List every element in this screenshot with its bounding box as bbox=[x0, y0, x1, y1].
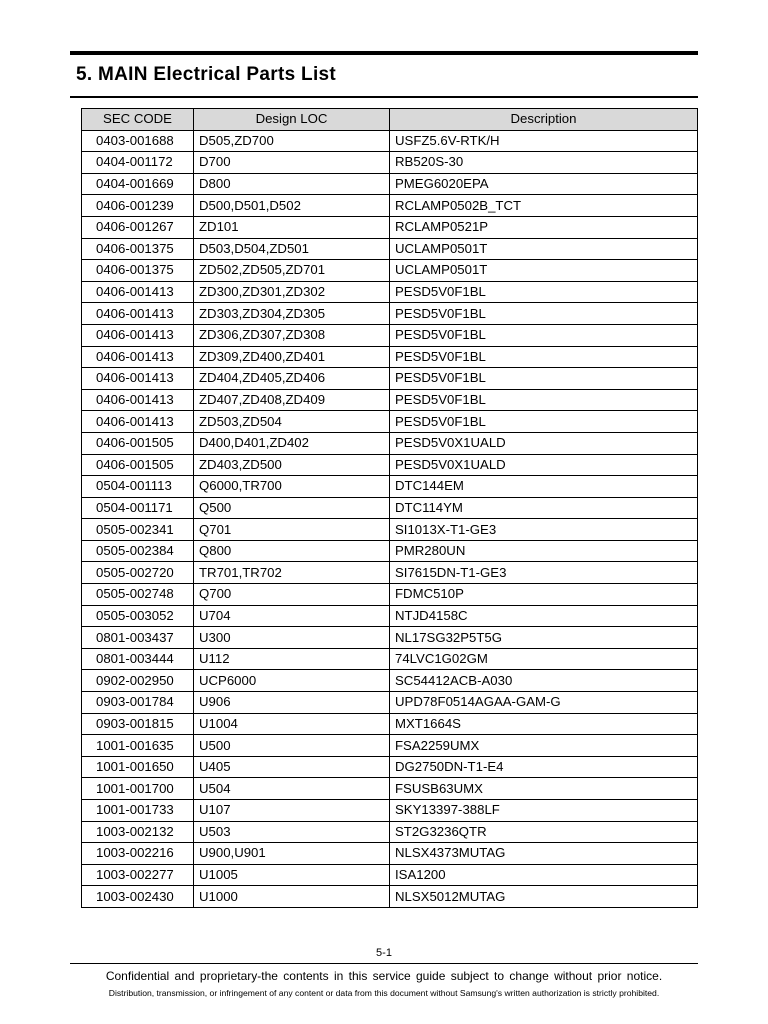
sec-code-cell: 1001-001635 bbox=[82, 735, 194, 757]
table-row bbox=[82, 411, 698, 433]
table-row bbox=[82, 519, 698, 541]
design-loc-cell: D500,D501,D502 bbox=[194, 195, 390, 217]
table-row bbox=[82, 648, 698, 670]
sec-code-cell: 0801-003444 bbox=[82, 648, 194, 670]
description-cell: UCLAMP0501T bbox=[390, 238, 698, 260]
sec-code-cell: 0505-002720 bbox=[82, 562, 194, 584]
design-loc-cell: ZD303,ZD304,ZD305 bbox=[194, 303, 390, 325]
design-loc-cell: U300 bbox=[194, 627, 390, 649]
description-cell: NLSX4373MUTAG bbox=[390, 843, 698, 865]
description-cell: SC54412ACB-A030 bbox=[390, 670, 698, 692]
design-loc-cell: ZD306,ZD307,ZD308 bbox=[194, 324, 390, 346]
table-row bbox=[82, 864, 698, 886]
sec-code-cell: 0406-001375 bbox=[82, 238, 194, 260]
sec-code-cell: 1003-002216 bbox=[82, 843, 194, 865]
sec-code-cell: 1003-002430 bbox=[82, 886, 194, 908]
sec-code-cell: 0406-001505 bbox=[82, 454, 194, 476]
description-cell: PESD5V0X1UALD bbox=[390, 454, 698, 476]
description-cell: RB520S-30 bbox=[390, 152, 698, 174]
description-cell: RCLAMP0502B_TCT bbox=[390, 195, 698, 217]
sec-code-cell: 0903-001815 bbox=[82, 713, 194, 735]
description-cell: PESD5V0F1BL bbox=[390, 368, 698, 390]
table-row bbox=[82, 756, 698, 778]
description-cell: DTC114YM bbox=[390, 497, 698, 519]
table-row bbox=[82, 324, 698, 346]
footer-legal: Distribution, transmission, or infringement of any content or data from this document without Samsung's written authorization is strictly prohibited. bbox=[108, 988, 660, 998]
design-loc-cell: D700 bbox=[194, 152, 390, 174]
table-row bbox=[82, 152, 698, 174]
table-row bbox=[82, 281, 698, 303]
sec-code-cell: 0406-001267 bbox=[82, 216, 194, 238]
description-cell: PESD5V0F1BL bbox=[390, 303, 698, 325]
sec-code-cell: 0406-001375 bbox=[82, 260, 194, 282]
sec-code-cell: 0406-001413 bbox=[82, 324, 194, 346]
sec-code-cell: 0505-002341 bbox=[82, 519, 194, 541]
design-loc-cell: Q701 bbox=[194, 519, 390, 541]
table-row bbox=[82, 238, 698, 260]
design-loc-cell: U906 bbox=[194, 692, 390, 714]
sec-code-cell: 0903-001784 bbox=[82, 692, 194, 714]
sec-code-cell: 0406-001413 bbox=[82, 368, 194, 390]
title-rule bbox=[70, 96, 698, 98]
description-cell: PESD5V0F1BL bbox=[390, 389, 698, 411]
sec-code-cell: 0505-003052 bbox=[82, 605, 194, 627]
design-loc-cell: Q800 bbox=[194, 540, 390, 562]
description-cell: PESD5V0F1BL bbox=[390, 281, 698, 303]
description-cell: RCLAMP0521P bbox=[390, 216, 698, 238]
description-cell: FSA2259UMX bbox=[390, 735, 698, 757]
design-loc-cell: UCP6000 bbox=[194, 670, 390, 692]
table-row bbox=[82, 821, 698, 843]
description-cell: USFZ5.6V-RTK/H bbox=[390, 130, 698, 152]
description-cell: UPD78F0514AGAA-GAM-G bbox=[390, 692, 698, 714]
page-number: 5-1 bbox=[376, 947, 392, 959]
description-cell: DTC144EM bbox=[390, 476, 698, 498]
table-row bbox=[82, 303, 698, 325]
design-loc-cell: U900,U901 bbox=[194, 843, 390, 865]
description-cell: SKY13397-388LF bbox=[390, 800, 698, 822]
table-row bbox=[82, 778, 698, 800]
table-row bbox=[82, 843, 698, 865]
sec-code-cell: 0406-001239 bbox=[82, 195, 194, 217]
sec-code-cell: 0406-001413 bbox=[82, 346, 194, 368]
table-row bbox=[82, 432, 698, 454]
sec-code-cell: 1001-001733 bbox=[82, 800, 194, 822]
description-cell: UCLAMP0501T bbox=[390, 260, 698, 282]
table-row bbox=[82, 605, 698, 627]
table-row bbox=[82, 627, 698, 649]
sec-code-cell: 1003-002277 bbox=[82, 864, 194, 886]
design-loc-cell: U1005 bbox=[194, 864, 390, 886]
column-header-design-loc: Design LOC bbox=[194, 109, 390, 131]
description-cell: SI1013X-T1-GE3 bbox=[390, 519, 698, 541]
parts-table-header bbox=[82, 109, 698, 131]
table-row bbox=[82, 368, 698, 390]
sec-code-cell: 1001-001650 bbox=[82, 756, 194, 778]
design-loc-cell: ZD403,ZD500 bbox=[194, 454, 390, 476]
description-cell: DG2750DN-T1-E4 bbox=[390, 756, 698, 778]
table-row bbox=[82, 584, 698, 606]
design-loc-cell: U704 bbox=[194, 605, 390, 627]
table-row bbox=[82, 562, 698, 584]
design-loc-cell: ZD404,ZD405,ZD406 bbox=[194, 368, 390, 390]
design-loc-cell: ZD300,ZD301,ZD302 bbox=[194, 281, 390, 303]
sec-code-cell: 0406-001413 bbox=[82, 389, 194, 411]
table-row bbox=[82, 713, 698, 735]
design-loc-cell: U504 bbox=[194, 778, 390, 800]
table-row bbox=[82, 497, 698, 519]
footer-rule bbox=[70, 963, 698, 964]
page-title: 5. MAIN Electrical Parts List bbox=[76, 64, 337, 85]
sec-code-cell: 0406-001413 bbox=[82, 303, 194, 325]
column-header-sec-code: SEC CODE bbox=[82, 109, 194, 131]
description-cell: SI7615DN-T1-GE3 bbox=[390, 562, 698, 584]
sec-code-cell: 1001-001700 bbox=[82, 778, 194, 800]
description-cell: MXT1664S bbox=[390, 713, 698, 735]
description-cell: 74LVC1G02GM bbox=[390, 648, 698, 670]
design-loc-cell: ZD101 bbox=[194, 216, 390, 238]
header-row bbox=[82, 109, 698, 131]
table-row bbox=[82, 476, 698, 498]
table-row bbox=[82, 454, 698, 476]
design-loc-cell: TR701,TR702 bbox=[194, 562, 390, 584]
design-loc-cell: U1000 bbox=[194, 886, 390, 908]
design-loc-cell: D400,D401,ZD402 bbox=[194, 432, 390, 454]
description-cell: PESD5V0F1BL bbox=[390, 346, 698, 368]
design-loc-cell: ZD309,ZD400,ZD401 bbox=[194, 346, 390, 368]
table-row bbox=[82, 130, 698, 152]
design-loc-cell: U405 bbox=[194, 756, 390, 778]
parts-table bbox=[81, 108, 698, 908]
description-cell: ISA1200 bbox=[390, 864, 698, 886]
table-row bbox=[82, 886, 698, 908]
sec-code-cell: 0404-001669 bbox=[82, 173, 194, 195]
sec-code-cell: 1003-002132 bbox=[82, 821, 194, 843]
sec-code-cell: 0406-001505 bbox=[82, 432, 194, 454]
description-cell: PESD5V0X1UALD bbox=[390, 432, 698, 454]
description-cell: NL17SG32P5T5G bbox=[390, 627, 698, 649]
design-loc-cell: D505,ZD700 bbox=[194, 130, 390, 152]
description-cell: FSUSB63UMX bbox=[390, 778, 698, 800]
design-loc-cell: ZD502,ZD505,ZD701 bbox=[194, 260, 390, 282]
design-loc-cell: Q500 bbox=[194, 497, 390, 519]
design-loc-cell: Q6000,TR700 bbox=[194, 476, 390, 498]
table-row bbox=[82, 670, 698, 692]
sec-code-cell: 0403-001688 bbox=[82, 130, 194, 152]
design-loc-cell: Q700 bbox=[194, 584, 390, 606]
description-cell: PMEG6020EPA bbox=[390, 173, 698, 195]
design-loc-cell: U503 bbox=[194, 821, 390, 843]
sec-code-cell: 0504-001113 bbox=[82, 476, 194, 498]
description-cell: FDMC510P bbox=[390, 584, 698, 606]
sec-code-cell: 0504-001171 bbox=[82, 497, 194, 519]
design-loc-cell: U107 bbox=[194, 800, 390, 822]
design-loc-cell: D503,D504,ZD501 bbox=[194, 238, 390, 260]
design-loc-cell: U1004 bbox=[194, 713, 390, 735]
table-row bbox=[82, 692, 698, 714]
table-row bbox=[82, 800, 698, 822]
sec-code-cell: 0505-002748 bbox=[82, 584, 194, 606]
description-cell: PMR280UN bbox=[390, 540, 698, 562]
table-row bbox=[82, 346, 698, 368]
sec-code-cell: 0406-001413 bbox=[82, 281, 194, 303]
description-cell: PESD5V0F1BL bbox=[390, 411, 698, 433]
sec-code-cell: 0404-001172 bbox=[82, 152, 194, 174]
top-rule bbox=[70, 51, 698, 55]
description-cell: ST2G3236QTR bbox=[390, 821, 698, 843]
table-row bbox=[82, 260, 698, 282]
design-loc-cell: U500 bbox=[194, 735, 390, 757]
table-row bbox=[82, 216, 698, 238]
design-loc-cell: ZD407,ZD408,ZD409 bbox=[194, 389, 390, 411]
description-cell: PESD5V0F1BL bbox=[390, 324, 698, 346]
design-loc-cell: ZD503,ZD504 bbox=[194, 411, 390, 433]
table-row bbox=[82, 173, 698, 195]
sec-code-cell: 0902-002950 bbox=[82, 670, 194, 692]
sec-code-cell: 0505-002384 bbox=[82, 540, 194, 562]
footer-notice: Confidential and proprietary-the contents in this service guide subject to change without prior notice. bbox=[105, 969, 663, 983]
parts-table-body bbox=[82, 130, 698, 907]
table-row bbox=[82, 540, 698, 562]
sec-code-cell: 0801-003437 bbox=[82, 627, 194, 649]
description-cell: NTJD4158C bbox=[390, 605, 698, 627]
sec-code-cell: 0406-001413 bbox=[82, 411, 194, 433]
table-row bbox=[82, 389, 698, 411]
table-row bbox=[82, 195, 698, 217]
description-cell: NLSX5012MUTAG bbox=[390, 886, 698, 908]
column-header-description: Description bbox=[390, 109, 698, 131]
design-loc-cell: D800 bbox=[194, 173, 390, 195]
table-row bbox=[82, 735, 698, 757]
design-loc-cell: U112 bbox=[194, 648, 390, 670]
